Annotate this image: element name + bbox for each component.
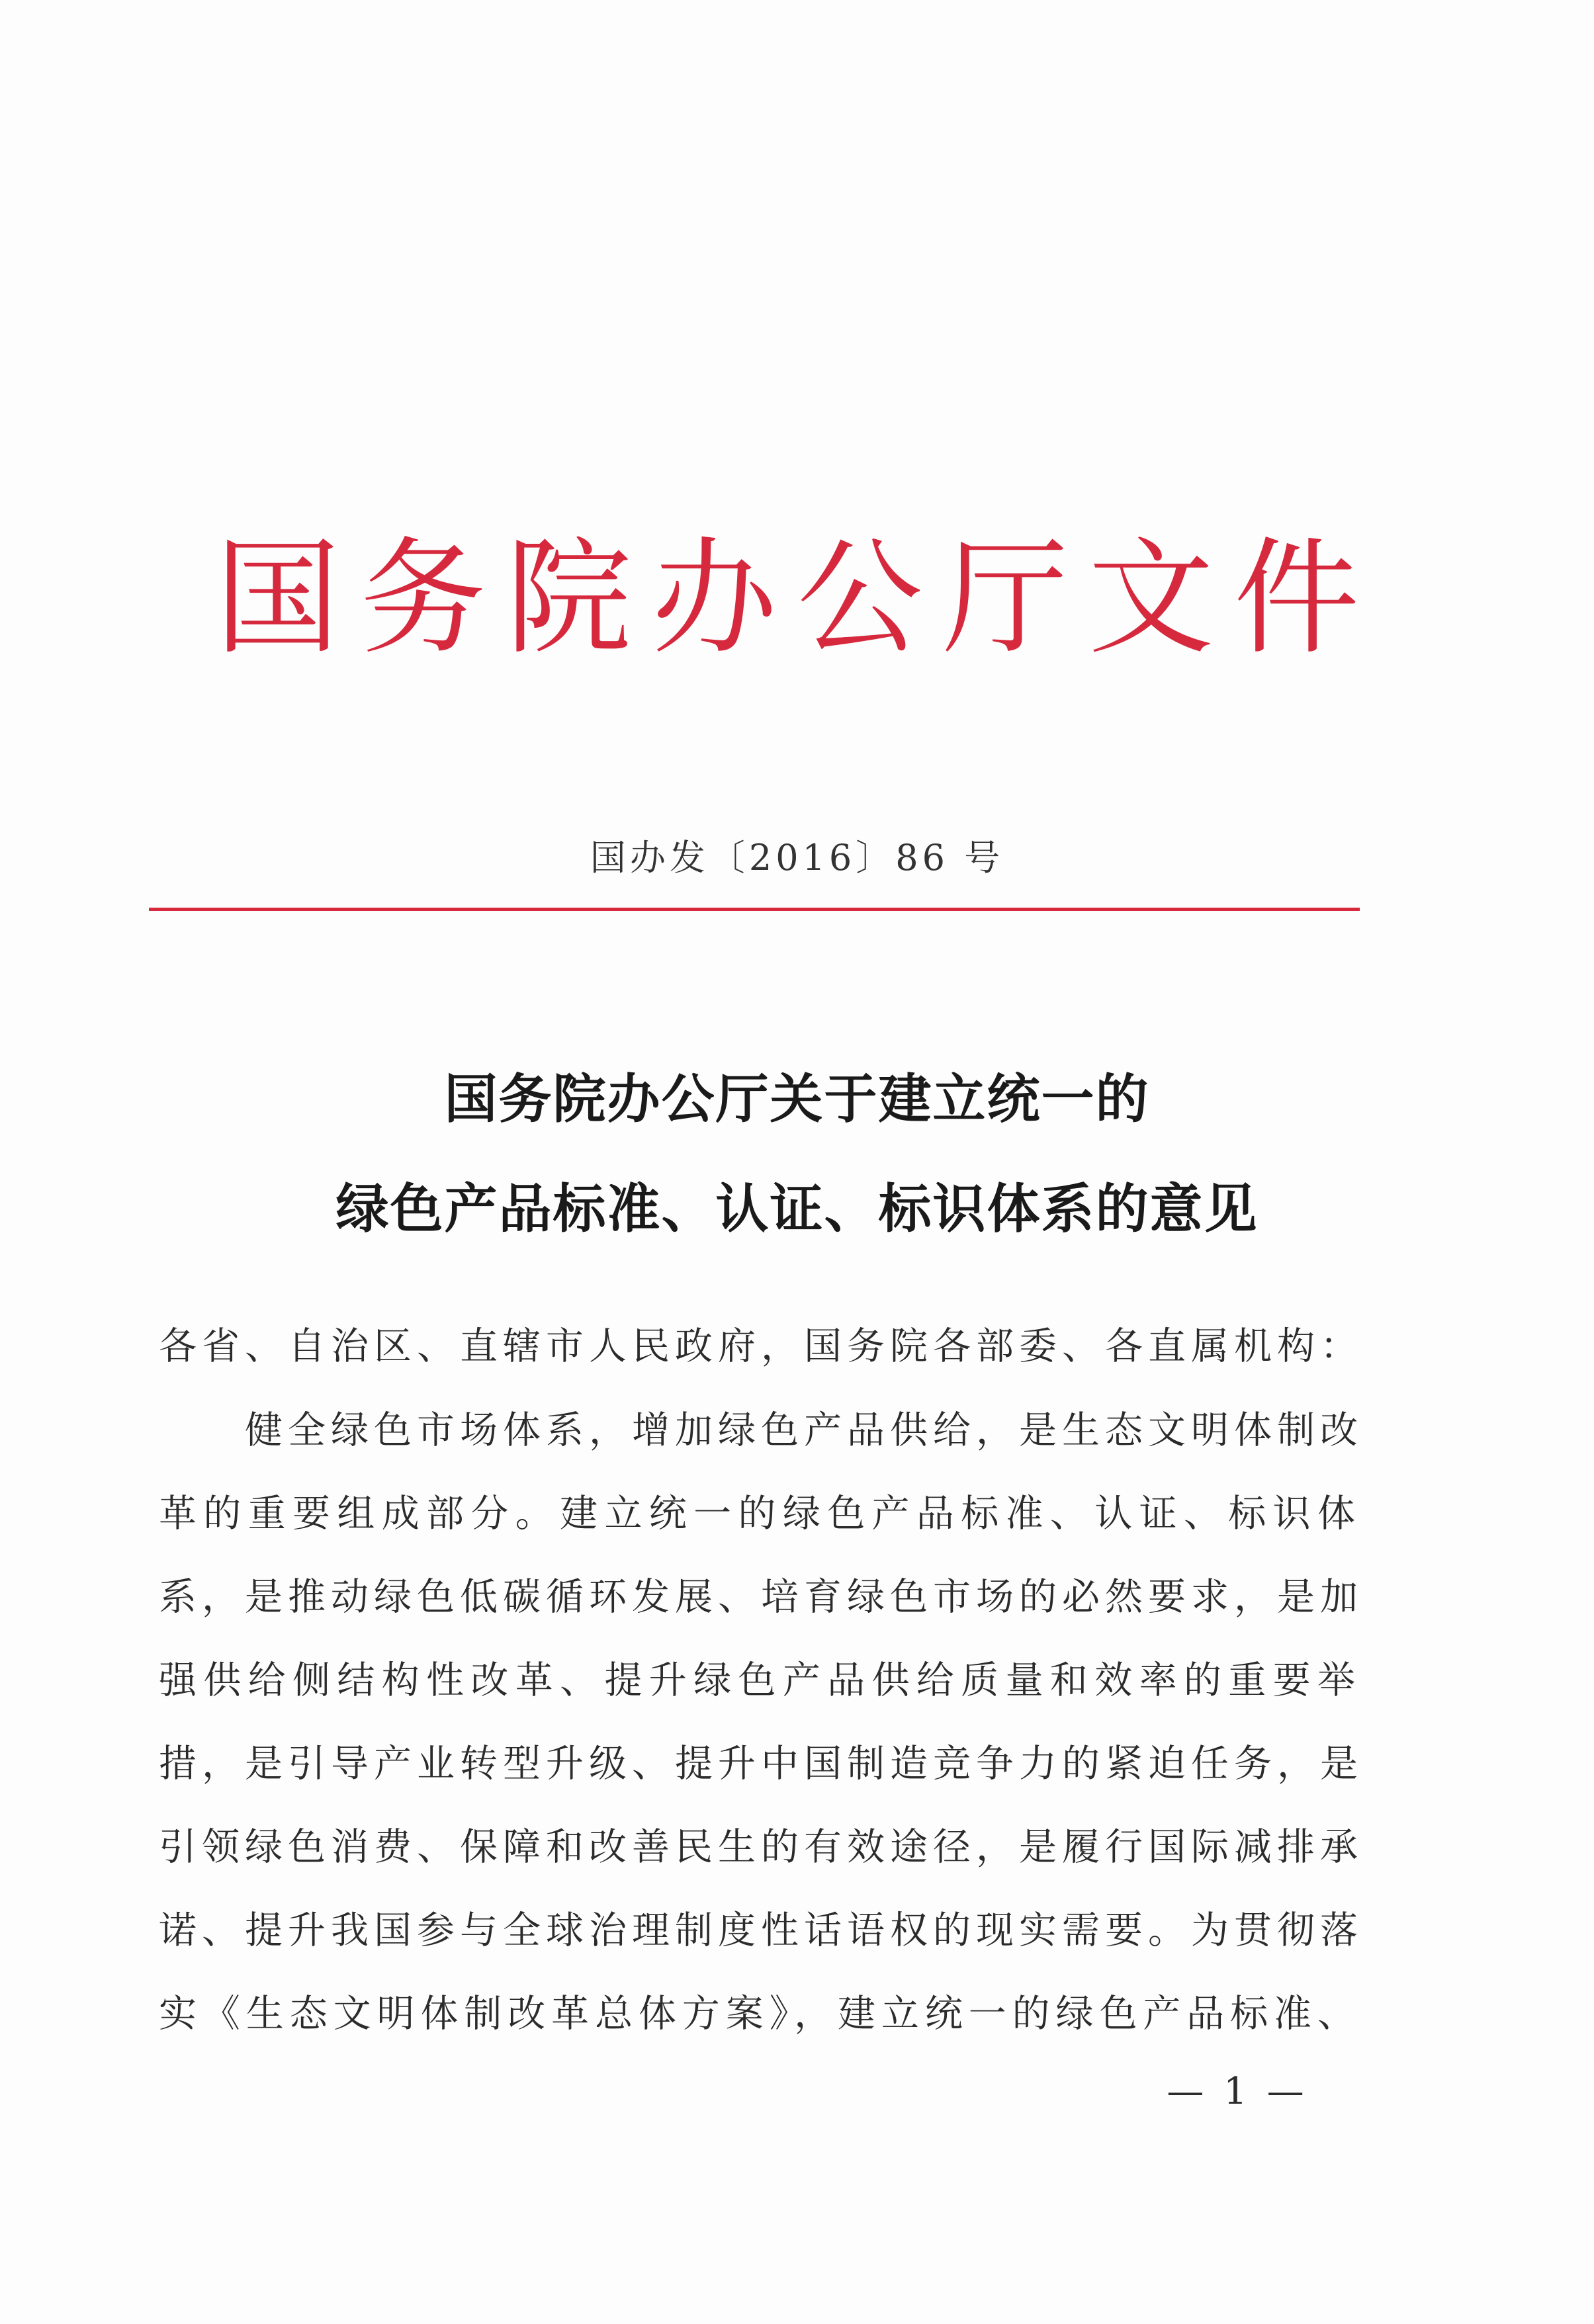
body-line-5: 措，是引导产业转型升级、提升中国制造竞争力的紧迫任务，是 [159, 1742, 1363, 1786]
body-line-4: 强供给侧结构性改革、提升绿色产品供给质量和效率的重要举 [159, 1658, 1360, 1702]
red-divider-line [149, 908, 1360, 911]
document-title-line-1: 国务院办公厅关于建立统一的 [444, 1068, 1150, 1130]
salutation: 各省、自治区、直辖市人民政府，国务院各部委、各直属机构： [159, 1324, 1363, 1368]
page-number: — 1 — [1167, 2070, 1308, 2113]
document-number: 国办发〔2016〕86 号 [590, 837, 1004, 879]
body-line-1: 健全绿色市场体系，增加绿色产品供给，是生态文明体制改 [245, 1408, 1363, 1452]
body-line-7: 诺、提升我国参与全球治理制度性话语权的现实需要。为贯彻落 [159, 1909, 1363, 1952]
masthead-title: 国务院办公厅文件 [214, 525, 1380, 671]
document-title-line-2: 绿色产品标准、认证、标识体系的意见 [335, 1178, 1259, 1240]
body-line-2: 革的重要组成部分。建立统一的绿色产品标准、认证、标识体 [159, 1492, 1360, 1535]
body-line-3: 系，是推动绿色低碳循环发展、培育绿色市场的必然要求，是加 [159, 1575, 1363, 1619]
body-line-6: 引领绿色消费、保障和改善民生的有效途径，是履行国际减排承 [159, 1825, 1363, 1869]
body-line-8: 实《生态文明体制改革总体方案》，建立统一的绿色产品标准、 [159, 1992, 1360, 2036]
